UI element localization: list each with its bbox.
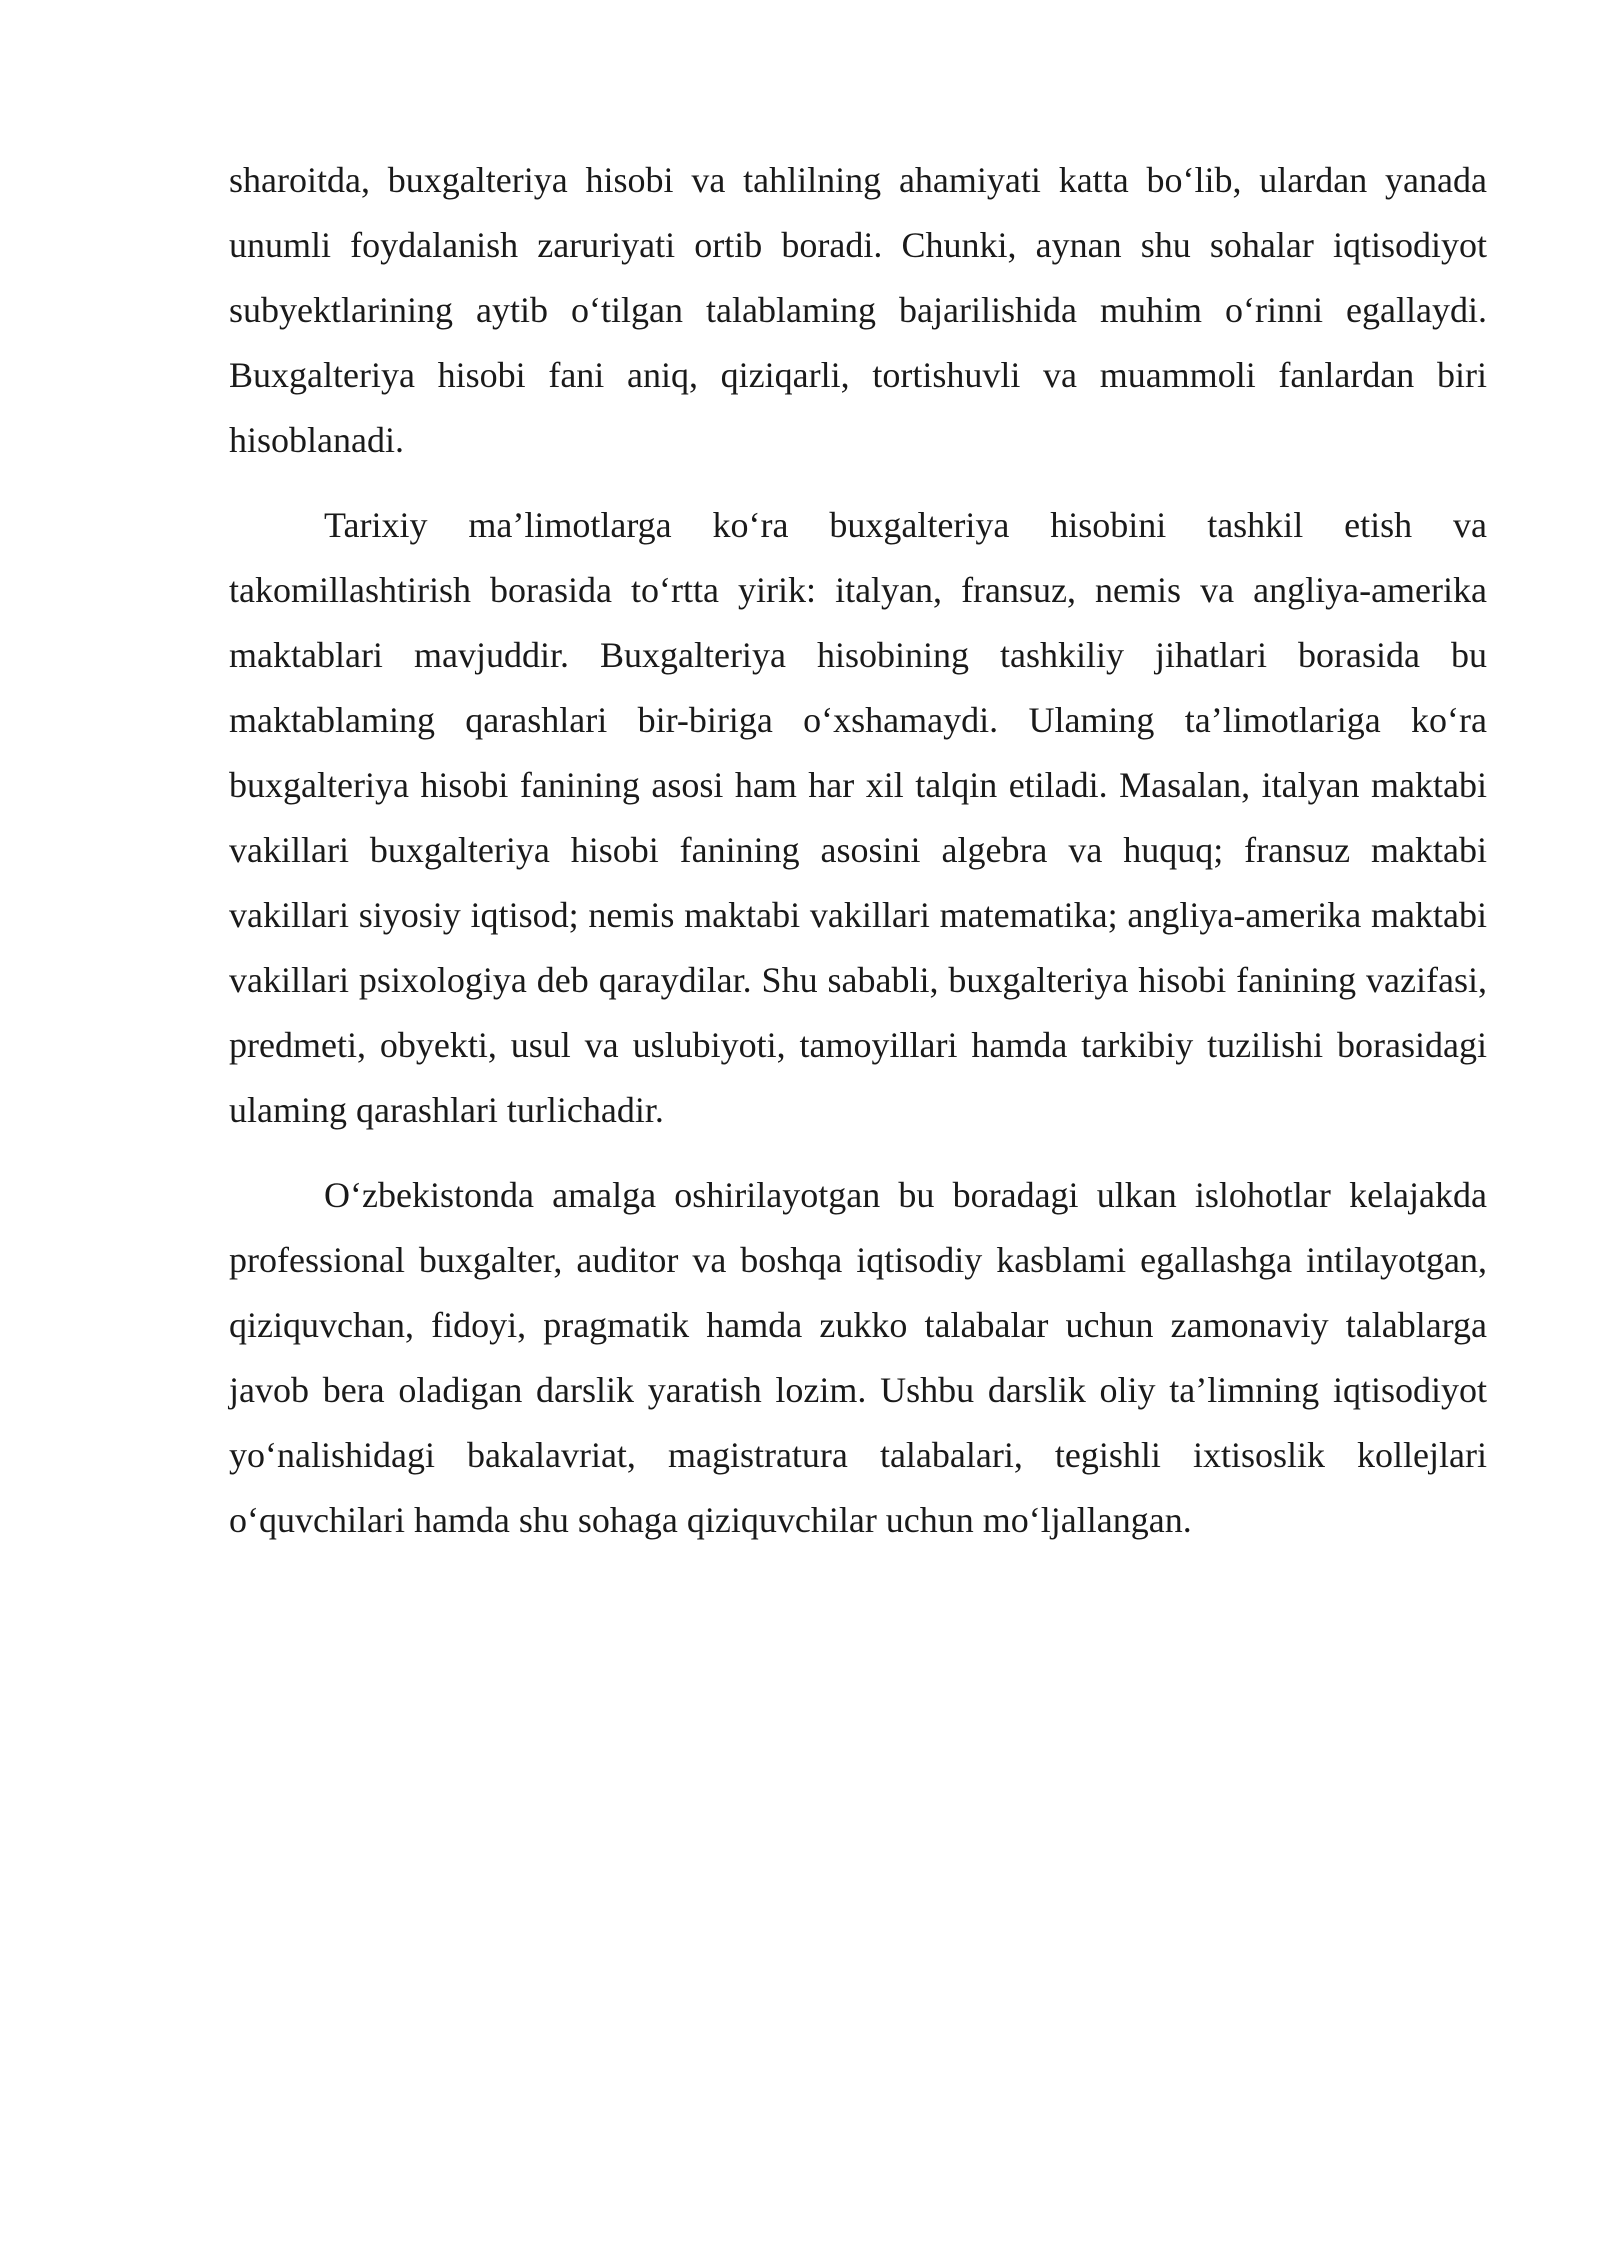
paragraph-continuation: sharoitda, buxgalteriya hisobi va tahlilning ahamiyati katta bo‘lib, ulardan yanada unumli foydalanish zaruriyati ortib boradi. Chunki, aynan shu sohalar iqtisodiyot subyektlarining aytib o‘tilgan talablaming bajarilishida muhim o‘rinni egallaydi. Buxgalteriya hisobi fani aniq, qiziqarli, tortishuvli va muammoli fanlardan biri hisoblanadi. <box>229 160 1487 460</box>
paragraph-schools-of-accounting: Tarixiy ma’limotlarga ko‘ra buxgalteriya hisobini tashkil etish va takomillashtirish borasida to‘rtta yirik: italyan, fransuz, nemis va angliya-amerika maktablari mavjuddir. Buxgalteriya hisobining tashkiliy jihatlari borasida bu maktablaming qarashlari bir-biriga o‘xshamaydi. Ulaming ta’limotlariga ko‘ra buxgalteriya hisobi fanining asosi ham har xil talqin etiladi. Masalan, italyan maktabi vakillari buxgalteriya hisobi fanining asosini algebra va huquq; fransuz maktabi vakillari siyosiy iqtisod; nemis maktabi vakillari matematika; angliya-amerika maktabi vakillari psixologiya deb qaraydilar. Shu sababli, buxgalteriya hisobi fanining vazifasi, predmeti, obyekti, usul va uslubiyoti, tamoyillari hamda tarkibiy tuzilishi borasidagi ulaming qarashlari turlichadir. <box>229 505 1487 1130</box>
paragraph-textbook-purpose: O‘zbekistonda amalga oshirilayotgan bu boradagi ulkan islohotlar kelajakda professional buxgalter, auditor va boshqa iqtisodiy kasblami egallashga intilayotgan, qiziquvchan, fidoyi, pragmatik hamda zukko talabalar uchun zamonaviy talablarga javob bera oladigan darslik yaratish lozim. Ushbu darslik oliy ta’limning iqtisodiyot yo‘nalishidagi bakalavriat, magistratura talabalari, tegishli ixtisoslik kollejlari o‘quvchilari hamda shu sohaga qiziquvchilar uchun mo‘ljallangan. <box>229 1175 1487 1540</box>
body-text <box>229 148 1487 1553</box>
